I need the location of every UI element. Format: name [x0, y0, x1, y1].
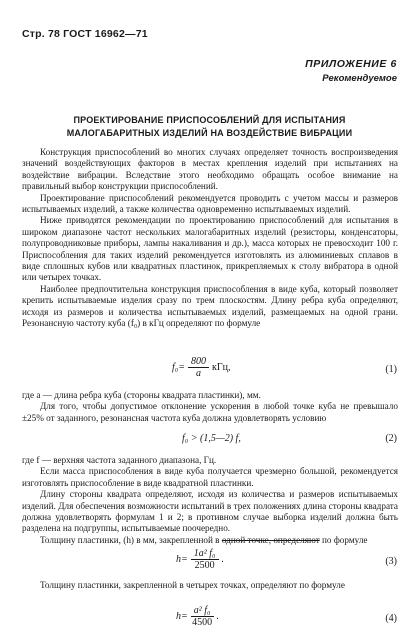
- formula-4: [0, 605, 419, 635]
- formula-tail: .: [221, 554, 225, 565]
- paragraph: Для того, чтобы допустимое отклонение ускорения в любой точке куба не превышало ±25% от заданного, резонансная частота куба должна удовлетворять условию: [22, 401, 398, 423]
- paragraph: Ниже приводятся рекомендации по проектированию приспособлений для испытания в широком диапазоне частот нескольких малогабаритных изделий (резисторы, конденсаторы, полупроводниковые приборы, лампы накаливания и др.), масса которых не превосходит 100 г. Приспособления для таких изделий рекомендуется изготовлять из алюминиевых сплавов в виде сплошных кубов или квадратных пластинок, прикрепляемых к столу вибратора в одной или четырех точках.: [22, 215, 398, 283]
- numerator: a² f₀: [191, 605, 214, 617]
- formula-tail: .: [216, 611, 220, 622]
- struck-text: одной точке, определяют: [221, 534, 320, 545]
- formula-number: (3): [385, 556, 397, 567]
- formula-unit: кГц,: [212, 362, 231, 373]
- paragraph: где a — длина ребра куба (стороны квадрата пластинки), мм.: [22, 390, 261, 400]
- appendix-subtitle: Рекомендуемое: [322, 73, 397, 84]
- fraction: [191, 548, 219, 571]
- body-block-2: [22, 390, 398, 424]
- paragraph: Если масса приспособления в виде куба получается чрезмерно большой, рекомендуется изготовлять приспособление в виде квадратной пластинки.: [22, 466, 398, 488]
- numerator: 1a² f₀: [191, 548, 219, 560]
- section-title-line-1: ПРОЕКТИРОВАНИЕ ПРИСПОСОБЛЕНИЙ ДЛЯ ИСПЫТАНИЯ: [73, 115, 346, 125]
- paragraph: Конструкция приспособлений во многих случаях определяет точность воспроизведения значений воздействующих факторов в местах крепления изделий при испытаниях на воздействие вибрации. Вследствие этого необходимо обращать особое внимание на правильный выбор конструкции приспособлений.: [22, 147, 398, 192]
- formula-lhs: f₀=: [172, 362, 186, 373]
- formula-lhs: h=: [176, 611, 188, 622]
- fraction: [188, 356, 209, 379]
- text-run: Толщину пластинки, (h) в мм, закрепленной в: [40, 534, 220, 545]
- section-title-line-2: МАЛОГАБАРИТНЫХ ИЗДЕЛИЙ НА ВОЗДЕЙСТВИЕ ВИБРАЦИИ: [66, 128, 353, 138]
- paragraph: Толщину пластинки, закрепленной в четырех точках, определяют по формуле: [40, 580, 345, 590]
- section-title: [30, 114, 389, 140]
- formula-number: (1): [385, 364, 397, 375]
- paragraph: где f — верхняя частота заданного диапазона, Гц.: [22, 455, 217, 465]
- fraction: [191, 605, 214, 628]
- numerator: 800: [188, 356, 209, 368]
- text-run: по формуле: [322, 534, 368, 545]
- appendix-label: [305, 58, 397, 84]
- appendix-title: ПРИЛОЖЕНИЕ 6: [305, 58, 397, 70]
- denominator: 4500: [192, 617, 213, 628]
- page-header: Стр. 78 ГОСТ 16962—71: [22, 28, 148, 40]
- paragraph: Наиболее предпочтительна конструкция приспособления в виде куба, который позволяет крепить испытываемые изделия сразу по трем плоскостям. Длину ребра куба определяют, исходя из размеров и количества испытываемых изделий, размещаемых на одной грани. Резонансную частоту куба (f₀) в кГц определяют по формуле: [22, 283, 398, 329]
- formula-text: f₀ > (1,5—2) f,: [182, 433, 241, 444]
- denominator: a: [196, 368, 202, 379]
- denominator: 2500: [194, 560, 215, 571]
- formula-3: [0, 548, 419, 578]
- body-block-1: [22, 147, 398, 330]
- body-block-3: [22, 455, 398, 546]
- paragraph: Проектирование приспособлений рекомендуется проводить с учетом массы и размеров испытываемых изделий, а также количества одновременно испытываемых изделий.: [22, 192, 398, 215]
- paragraph: [22, 535, 398, 546]
- formula-1: [0, 356, 419, 386]
- formula-number: (2): [385, 433, 397, 444]
- body-block-4: [22, 580, 398, 591]
- formula-lhs: h=: [176, 554, 188, 565]
- paragraph: Длину стороны квадрата определяют, исходя из количества и размеров испытываемых изделий. Для обеспечения возможности испытаний в трех положениях длина стороны квадрата должна удовлетворять формулам 1 и 2; в противном случае выборка изделий должна быть разделена на подгруппы, испытываемые поочередно.: [22, 489, 398, 534]
- formula-number: (4): [385, 613, 397, 624]
